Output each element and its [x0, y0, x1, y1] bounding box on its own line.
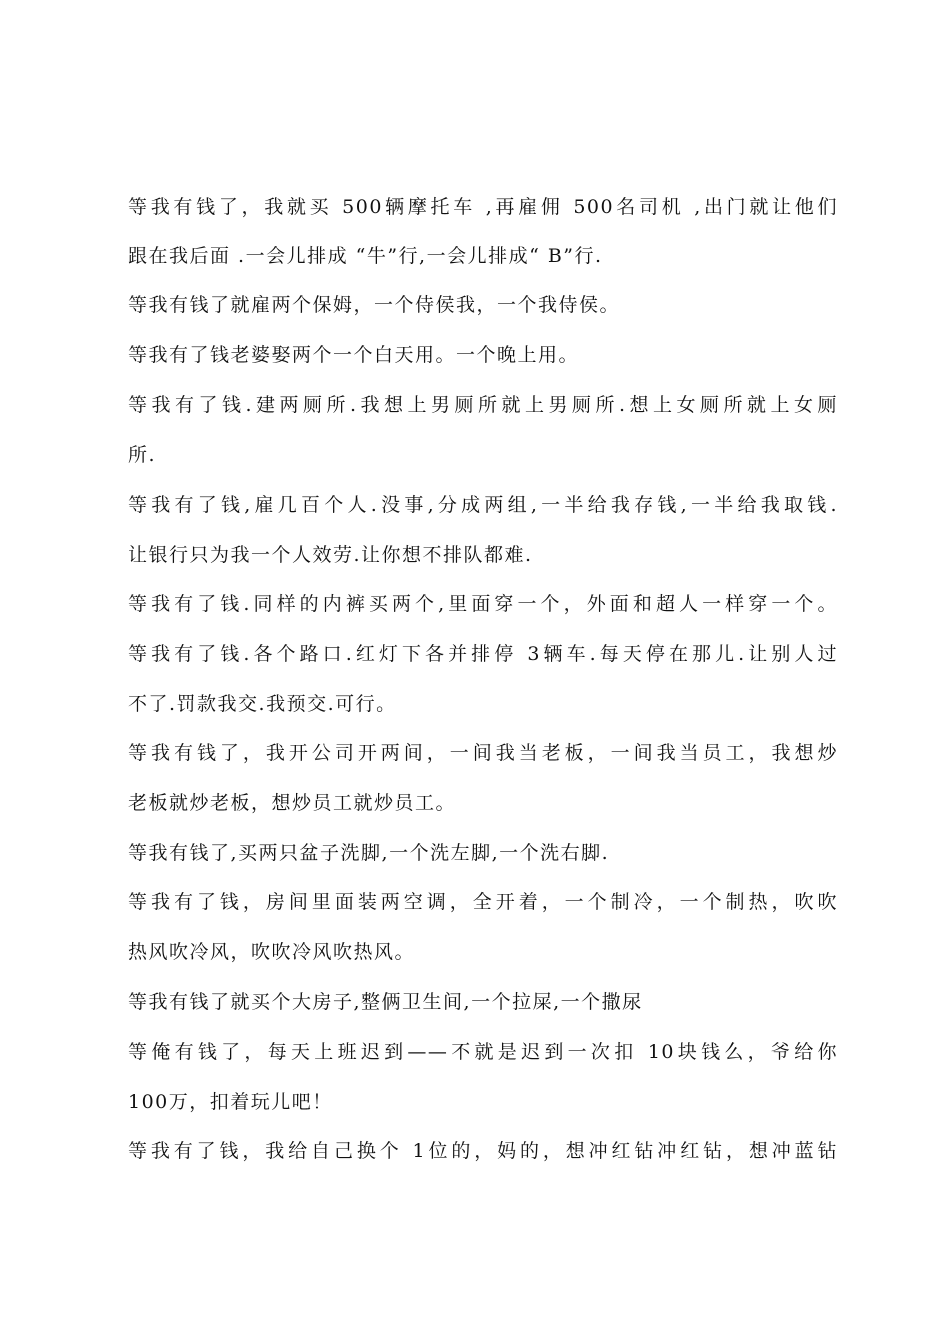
text-line: 所. — [128, 444, 157, 466]
text-line: 等我有了钱老婆娶两个一个白天用。一个晚上用。 — [128, 344, 580, 366]
text-line: 老板就炒老板，想炒员工就炒员工。 — [128, 792, 457, 814]
text-line: 跟在我后面 .一会儿排成 “牛”行,一会儿排成“ B”行. — [128, 245, 603, 267]
text-line: 等俺有钱了，每天上班迟到——不就是迟到一次扣 10块钱么，爷给你 — [128, 1041, 838, 1063]
text-line: 等我有钱了就雇两个保姆，一个侍侯我，一个我侍侯。 — [128, 294, 621, 316]
text-line: 热风吹冷风，吹吹冷风吹热风。 — [128, 941, 416, 963]
text-line: 等我有钱了，我开公司开两间，一间我当老板，一间我当员工，我想炒 — [128, 742, 838, 764]
text-line: 等我有了钱，房间里面装两空调，全开着，一个制冷，一个制热，吹吹 — [128, 891, 838, 913]
text-line: 等我有钱了就买个大房子,整俩卫生间,一个拉屎,一个撒尿 — [128, 991, 643, 1013]
text-line: 等我有了钱，我给自己换个 1位的，妈的，想冲红钻冲红钻，想冲蓝钻 — [128, 1140, 838, 1162]
text-line: 不了.罚款我交.我预交.可行。 — [128, 693, 397, 715]
text-line: 等我有钱了,买两只盆子洗脚,一个洗左脚,一个洗右脚. — [128, 842, 610, 864]
text-line: 100万，扣着玩儿吧！ — [128, 1091, 333, 1113]
text-line: 等我有了钱,雇几百个人.没事,分成两组,一半给我存钱,一半给我取钱. — [128, 494, 838, 516]
text-line: 等我有了钱.同样的内裤买两个,里面穿一个，外面和超人一样穿一个。 — [128, 593, 838, 615]
text-line: 让银行只为我一个人效劳.让你想不排队都难. — [128, 544, 533, 566]
text-line: 等我有了钱.各个路口.红灯下各并排停 3辆车.每天停在那儿.让别人过 — [128, 643, 838, 665]
text-line: 等我有了钱.建两厕所.我想上男厕所就上男厕所.想上女厕所就上女厕 — [128, 394, 838, 416]
text-line: 等我有钱了，我就买 500辆摩托车 ,再雇佣 500名司机 ,出门就让他们 — [128, 196, 838, 218]
